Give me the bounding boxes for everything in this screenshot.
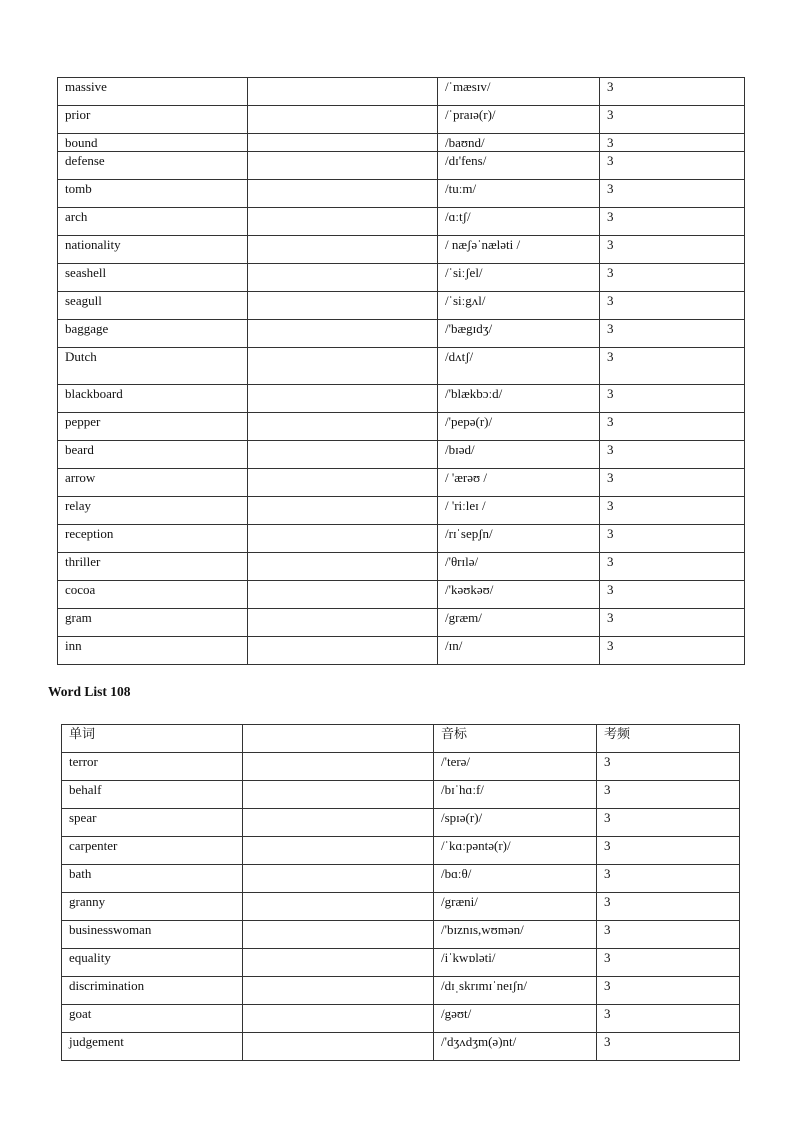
table-row [58, 320, 745, 348]
word-cell: bath [62, 865, 243, 893]
word-cell: discrimination [62, 977, 243, 1005]
word-cell: arrow [58, 469, 248, 497]
phonetic-cell: /iˈkwɒləti/ [434, 949, 597, 977]
meaning-cell [248, 469, 438, 497]
word-cell: reception [58, 525, 248, 553]
phonetic-cell: /græm/ [438, 609, 600, 637]
word-cell: seagull [58, 292, 248, 320]
phonetic-cell: /bɑːθ/ [434, 865, 597, 893]
header-word: 单词 [62, 725, 243, 753]
frequency-cell: 3 [600, 78, 745, 106]
phonetic-cell: /ɪn/ [438, 637, 600, 665]
frequency-cell: 3 [600, 441, 745, 469]
word-table-body [58, 78, 745, 665]
table-row [58, 106, 745, 134]
frequency-cell: 3 [600, 385, 745, 413]
table-row [58, 385, 745, 413]
table-row [58, 469, 745, 497]
meaning-cell [243, 977, 434, 1005]
table-row [58, 78, 745, 106]
frequency-cell: 3 [600, 413, 745, 441]
word-cell: nationality [58, 236, 248, 264]
table-row [58, 134, 745, 152]
table-row [58, 208, 745, 236]
word-cell: tomb [58, 180, 248, 208]
word-cell: defense [58, 152, 248, 180]
frequency-cell: 3 [597, 1033, 740, 1061]
frequency-cell: 3 [600, 581, 745, 609]
word-cell: blackboard [58, 385, 248, 413]
frequency-cell: 3 [600, 180, 745, 208]
word-cell: inn [58, 637, 248, 665]
table-row [58, 497, 745, 525]
table-row [58, 152, 745, 180]
meaning-cell [243, 837, 434, 865]
meaning-cell [248, 497, 438, 525]
phonetic-cell: /'θrɪlə/ [438, 553, 600, 581]
phonetic-cell: /dɪˌskrɪmɪˈneɪʃn/ [434, 977, 597, 1005]
meaning-cell [248, 134, 438, 152]
word-cell: judgement [62, 1033, 243, 1061]
frequency-cell: 3 [597, 753, 740, 781]
table-row [62, 837, 740, 865]
word-cell: terror [62, 753, 243, 781]
table-row [58, 292, 745, 320]
word-cell: Dutch [58, 348, 248, 385]
frequency-cell: 3 [597, 1005, 740, 1033]
word-cell: baggage [58, 320, 248, 348]
phonetic-cell: /ˈkɑːpəntə(r)/ [434, 837, 597, 865]
word-cell: behalf [62, 781, 243, 809]
table-row [62, 753, 740, 781]
word-cell: spear [62, 809, 243, 837]
meaning-cell [243, 893, 434, 921]
word-cell: arch [58, 208, 248, 236]
frequency-cell: 3 [600, 348, 745, 385]
word-cell: carpenter [62, 837, 243, 865]
table-row [58, 264, 745, 292]
word-cell: businesswoman [62, 921, 243, 949]
meaning-cell [248, 152, 438, 180]
meaning-cell [243, 1005, 434, 1033]
word-cell: relay [58, 497, 248, 525]
table-row [58, 581, 745, 609]
phonetic-cell: / 'ærəʊ / [438, 469, 600, 497]
table-row [62, 921, 740, 949]
phonetic-cell: /ˈpraɪə(r)/ [438, 106, 600, 134]
phonetic-cell: /tuːm/ [438, 180, 600, 208]
phonetic-cell: / 'riːleɪ / [438, 497, 600, 525]
header-phonetic: 音标 [434, 725, 597, 753]
frequency-cell: 3 [600, 497, 745, 525]
meaning-cell [248, 609, 438, 637]
frequency-cell: 3 [600, 152, 745, 180]
phonetic-cell: /'bægɪdʒ/ [438, 320, 600, 348]
meaning-cell [248, 553, 438, 581]
word-cell: gram [58, 609, 248, 637]
meaning-cell [248, 106, 438, 134]
table-row [58, 609, 745, 637]
table-row [62, 949, 740, 977]
phonetic-cell: /rɪˈsepʃn/ [438, 525, 600, 553]
word-cell: beard [58, 441, 248, 469]
table-header-row [62, 725, 740, 753]
meaning-cell [248, 413, 438, 441]
phonetic-cell: /'bɪznɪs,wʊmən/ [434, 921, 597, 949]
table-row [58, 553, 745, 581]
table-row [62, 1005, 740, 1033]
word-cell: granny [62, 893, 243, 921]
word-cell: seashell [58, 264, 248, 292]
table-row [58, 637, 745, 665]
meaning-cell [248, 581, 438, 609]
table-row [62, 893, 740, 921]
meaning-cell [243, 1033, 434, 1061]
table-row [62, 781, 740, 809]
meaning-cell [248, 236, 438, 264]
word-table-body [62, 725, 740, 1061]
word-cell: bound [58, 134, 248, 152]
header-meaning [243, 725, 434, 753]
meaning-cell [248, 180, 438, 208]
phonetic-cell: /'dʒʌdʒm(ə)nt/ [434, 1033, 597, 1061]
meaning-cell [243, 781, 434, 809]
table-row [58, 180, 745, 208]
phonetic-cell: /ˈsiːʃel/ [438, 264, 600, 292]
word-cell: goat [62, 1005, 243, 1033]
word-cell: massive [58, 78, 248, 106]
meaning-cell [243, 921, 434, 949]
phonetic-cell: /'terə/ [434, 753, 597, 781]
frequency-cell: 3 [600, 236, 745, 264]
word-cell: cocoa [58, 581, 248, 609]
frequency-cell: 3 [600, 292, 745, 320]
section-heading: Word List 108 [48, 684, 131, 699]
frequency-cell: 3 [597, 949, 740, 977]
phonetic-cell: /'pepə(r)/ [438, 413, 600, 441]
meaning-cell [248, 264, 438, 292]
table-row [62, 977, 740, 1005]
word-table-108 [61, 724, 740, 1061]
table-row [62, 865, 740, 893]
meaning-cell [248, 441, 438, 469]
meaning-cell [243, 949, 434, 977]
phonetic-cell: / næʃəˈnæləti / [438, 236, 600, 264]
word-cell: equality [62, 949, 243, 977]
frequency-cell: 3 [600, 106, 745, 134]
header-frequency: 考频 [597, 725, 740, 753]
frequency-cell: 3 [597, 837, 740, 865]
meaning-cell [248, 320, 438, 348]
meaning-cell [248, 385, 438, 413]
word-cell: pepper [58, 413, 248, 441]
meaning-cell [248, 292, 438, 320]
table-row [58, 525, 745, 553]
phonetic-cell: /dʌtʃ/ [438, 348, 600, 385]
meaning-cell [248, 78, 438, 106]
frequency-cell: 3 [600, 134, 745, 152]
frequency-cell: 3 [597, 809, 740, 837]
frequency-cell: 3 [600, 264, 745, 292]
word-table-107 [57, 77, 745, 665]
frequency-cell: 3 [597, 893, 740, 921]
phonetic-cell: /bɪəd/ [438, 441, 600, 469]
word-cell: thriller [58, 553, 248, 581]
frequency-cell: 3 [600, 525, 745, 553]
meaning-cell [243, 865, 434, 893]
phonetic-cell: /gəʊt/ [434, 1005, 597, 1033]
frequency-cell: 3 [600, 609, 745, 637]
frequency-cell: 3 [600, 637, 745, 665]
frequency-cell: 3 [597, 865, 740, 893]
frequency-cell: 3 [600, 469, 745, 497]
phonetic-cell: /ˈsiːgʌl/ [438, 292, 600, 320]
phonetic-cell: /spɪə(r)/ [434, 809, 597, 837]
meaning-cell [248, 208, 438, 236]
phonetic-cell: /dɪ'fens/ [438, 152, 600, 180]
frequency-cell: 3 [600, 553, 745, 581]
table-row [58, 413, 745, 441]
meaning-cell [248, 348, 438, 385]
frequency-cell: 3 [600, 208, 745, 236]
frequency-cell: 3 [600, 320, 745, 348]
phonetic-cell: /'kəʊkəʊ/ [438, 581, 600, 609]
meaning-cell [243, 753, 434, 781]
phonetic-cell: /græni/ [434, 893, 597, 921]
phonetic-cell: /ɑːtʃ/ [438, 208, 600, 236]
word-cell: prior [58, 106, 248, 134]
frequency-cell: 3 [597, 781, 740, 809]
table-row [62, 1033, 740, 1061]
table-row [62, 809, 740, 837]
meaning-cell [248, 637, 438, 665]
table-row [58, 441, 745, 469]
phonetic-cell: /ˈmæsɪv/ [438, 78, 600, 106]
frequency-cell: 3 [597, 977, 740, 1005]
frequency-cell: 3 [597, 921, 740, 949]
meaning-cell [248, 525, 438, 553]
phonetic-cell: /bɪˈhɑːf/ [434, 781, 597, 809]
table-row [58, 236, 745, 264]
meaning-cell [243, 809, 434, 837]
table-row [58, 348, 745, 385]
phonetic-cell: /baʊnd/ [438, 134, 600, 152]
phonetic-cell: /'blækbɔːd/ [438, 385, 600, 413]
